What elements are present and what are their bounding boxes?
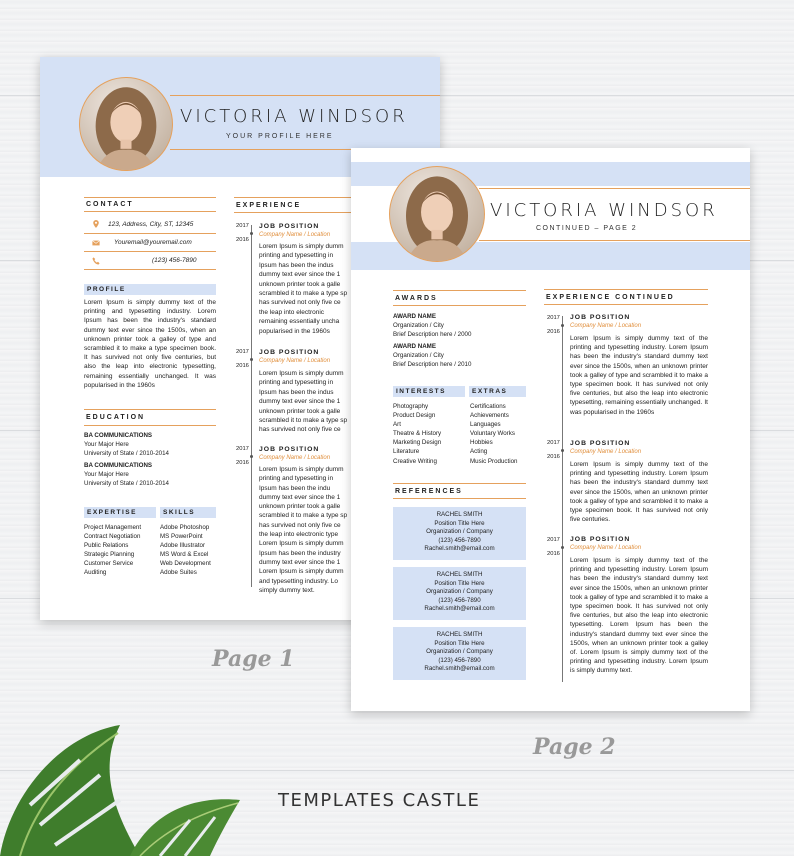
expertise-item: Customer Service [84, 560, 134, 568]
job-line: has survived not only five ce [259, 299, 341, 307]
reference-card [393, 507, 526, 560]
interests-heading: INTERESTS [393, 386, 465, 397]
job-title: JOB POSITION [259, 446, 320, 453]
job-line: dummy text ever since the 1 [259, 398, 341, 406]
skill-item: Adobe Suites [160, 569, 197, 577]
job-description: Lorem Ipsum is simply dummy text of the printing and typesetting industry. Lorem Ipsum has been the industry's standard dummy text ever since the 1500s, when an unknown printer took a galley of type and scrambled it to make a type specimen book. It has survived not only five centuries. [570, 461, 708, 524]
skill-item: MS PowerPoint [160, 533, 203, 541]
extra-item: Languages [470, 421, 501, 429]
extra-item: Music Production [470, 457, 518, 465]
education-list [84, 431, 216, 489]
expertise-item: Project Management [84, 524, 142, 531]
education-school: University of State / 2010-2014 [84, 450, 169, 458]
award-name: AWARD NAME [393, 343, 436, 351]
job-line: Lorem Ipsum is simply dumm [259, 540, 344, 548]
job-line: Lorem Ipsum is simply dumm [259, 243, 344, 250]
portrait-icon [80, 78, 172, 170]
extra-item: Acting [470, 448, 488, 456]
expertise-item: Strategic Planning [84, 551, 135, 559]
timeline-line [251, 225, 252, 587]
profile-photo [389, 166, 485, 262]
profile-text: Lorem Ipsum is simply dummy text of the printing and typesetting industry. Lorem Ipsum has been the industry's standard dummy text ever since the 1500s, when an unknown printer took a galley of type and scrambled it to make a type specimen book. It has survived not only five centuries, but also the leap into electronic typesetting, remaining essentially unchanged. It was popularised in the 1960s [84, 299, 216, 389]
job-end-year: 2016 [236, 460, 249, 466]
extra-item: Achievements [470, 412, 509, 420]
timeline-dot [250, 358, 253, 361]
job-line: scrambled it to make a type sp [259, 417, 348, 425]
skill-item: Adobe Photoshop [160, 524, 210, 531]
profile-photo [79, 77, 173, 171]
job-line: unknown printer took a galle [259, 280, 341, 288]
brand-name: TEMPLATES CASTLE [278, 790, 481, 811]
job-line: and typesetting industry. Lo [259, 577, 339, 585]
interest-item: Theatre & History [393, 430, 442, 438]
education-major: Your Major Here [84, 441, 129, 449]
job-end-year: 2016 [236, 363, 249, 369]
job-line: the leap into electronic [259, 308, 325, 316]
job-line: printing and typesetting in [259, 252, 334, 260]
extra-item: Hobbies [470, 439, 493, 447]
resume-subtitle: CONTINUED – PAGE 2 [536, 225, 638, 232]
award-org: Organization / City [393, 322, 444, 330]
experience-heading: EXPERIENCE [236, 202, 302, 209]
contact-email[interactable]: Youremail@youremail.com [114, 239, 192, 246]
job-line: Lorem Ipsum is simply dumm [259, 466, 344, 473]
reference-email[interactable]: Rachel.smith@email.com [424, 605, 495, 612]
skill-item: Web Development [160, 560, 211, 568]
resume-subtitle: YOUR PROFILE HERE [226, 133, 334, 140]
job-title: JOB POSITION [259, 223, 320, 230]
job-start-year: 2017 [236, 446, 249, 452]
page-2-caption: Page 2 [533, 734, 616, 760]
resume-name: VICTORIA WINDSOR [490, 200, 718, 221]
award-desc: Brief Description here / 2010 [393, 361, 472, 369]
expertise-item: Public Relations [84, 542, 129, 550]
skills-list [160, 523, 220, 578]
education-degree: BA COMMUNICATIONS [84, 462, 153, 470]
job-start-year: 2017 [236, 349, 249, 355]
job-line: Ipsum has been the industry [259, 549, 341, 557]
reference-position: Position Title Here [434, 519, 485, 527]
job-line: popularised in the 1960s [259, 327, 330, 335]
job-company: Company Name / Location [570, 323, 642, 329]
job-line: scrambled it to make a type sp [259, 290, 348, 298]
award-org: Organization / City [393, 352, 444, 360]
profile-heading: PROFILE [84, 284, 216, 295]
job-line: dummy text ever since the 1 [259, 558, 341, 566]
experience-continued-heading: EXPERIENCE CONTINUED [546, 294, 675, 301]
reference-card [393, 627, 526, 680]
job-company: Company Name / Location [570, 449, 642, 455]
reference-position: Position Title Here [434, 579, 485, 587]
job-end-year: 2016 [547, 329, 560, 335]
timeline-dot [561, 449, 564, 452]
job-line: simply dummy text. [259, 586, 315, 594]
job-title: JOB POSITION [570, 314, 631, 321]
expertise-item: Contract Negotiation [84, 533, 141, 541]
job-title: JOB POSITION [259, 349, 320, 356]
expertise-heading: EXPERTISE [84, 507, 156, 518]
job-line: dummy text ever since the 1 [259, 271, 341, 279]
page-1-caption: Page 1 [212, 646, 295, 672]
job-line: the leap into electronic type [259, 531, 339, 539]
monstera-leaf-icon [0, 705, 260, 856]
extras-heading: EXTRAS [469, 386, 526, 397]
job-title: JOB POSITION [570, 536, 631, 543]
job-line: Ipsum has been the indu [259, 484, 331, 492]
job-line: Ipsum has been the indus [259, 388, 334, 396]
interest-item: Product Design [393, 412, 436, 420]
interest-item: Art [393, 421, 401, 429]
reference-org: Organization / Company [426, 588, 493, 595]
resume-page-2 [351, 148, 750, 711]
job-start-year: 2017 [236, 223, 249, 229]
reference-org: Organization / Company [426, 648, 493, 655]
job-company: Company Name / Location [259, 455, 331, 461]
extra-item: Voluntary Works [470, 430, 515, 438]
job-line: unknown printer took a galle [259, 503, 341, 511]
job-description: Lorem Ipsum is simply dummy text of the printing and typesetting industry. Lorem Ipsum has been the industry's standard dummy text ever since the 1500s, when an unknown printer took a galley of type and scrambled it to make a type specimen book. It has survived not only five centuries, but also the leap into electronic typesetting, remaining essentially unchanged. It was popularised in the 1960s [570, 335, 708, 416]
reference-card [393, 567, 526, 620]
timeline-line [562, 316, 563, 682]
envelope-icon [92, 239, 100, 247]
reference-phone: (123) 456-7890 [438, 596, 481, 604]
job-end-year: 2016 [236, 237, 249, 243]
references-heading: REFERENCES [395, 488, 463, 495]
job-start-year: 2017 [547, 315, 560, 321]
job-line: has survived not only five ce [259, 521, 341, 529]
job-end-year: 2016 [547, 551, 560, 557]
expertise-list [84, 523, 160, 578]
job-line: scrambled it to make a type sp [259, 512, 348, 520]
job-line: Lorem Ipsum is simply dumm [259, 568, 344, 576]
contact-address: 123, Address, City, ST, 12345 [108, 221, 194, 228]
interests-list [393, 402, 469, 466]
job-line: dummy text ever since the 1 [259, 493, 341, 501]
job-line: Ipsum has been the indus [259, 261, 334, 269]
job-end-year: 2016 [547, 454, 560, 460]
awards-list [393, 312, 526, 370]
job-company: Company Name / Location [570, 545, 642, 551]
job-line: has survived not only five ce [259, 426, 341, 434]
education-major: Your Major Here [84, 471, 129, 479]
skill-item: Adobe Illustrator [160, 542, 206, 550]
award-desc: Brief Description here / 2000 [393, 331, 472, 339]
reference-phone: (123) 456-7890 [438, 656, 481, 664]
skills-heading: SKILLS [160, 507, 216, 518]
job-start-year: 2017 [547, 440, 560, 446]
education-degree: BA COMMUNICATIONS [84, 432, 153, 439]
reference-name: RACHEL SMITH [436, 631, 483, 638]
interest-item: Literature [393, 448, 420, 456]
education-school: University of State / 2010-2014 [84, 480, 169, 488]
timeline-dot [250, 232, 253, 235]
extras-list [470, 402, 530, 466]
expertise-item: Auditing [84, 569, 107, 577]
portrait-icon [390, 167, 484, 261]
job-company: Company Name / Location [259, 232, 331, 238]
contact-heading: CONTACT [86, 201, 134, 208]
location-pin-icon [92, 220, 100, 228]
resume-name: VICTORIA WINDSOR [180, 106, 408, 127]
timeline-dot [561, 546, 564, 549]
job-title: JOB POSITION [570, 440, 631, 447]
reference-phone: (123) 456-7890 [438, 536, 481, 544]
skill-item: MS Word & Excel [160, 551, 209, 559]
reference-name: RACHEL SMITH [436, 571, 483, 578]
phone-icon [92, 257, 100, 265]
reference-name: RACHEL SMITH [436, 511, 483, 518]
interest-item: Creative Writing [393, 457, 437, 465]
job-line: remaining essentially uncha [259, 318, 340, 326]
extra-item: Certifications [470, 403, 506, 410]
awards-heading: AWARDS [395, 295, 438, 302]
job-line: printing and typesetting in [259, 475, 334, 483]
job-company: Company Name / Location [259, 358, 331, 364]
job-start-year: 2017 [547, 537, 560, 543]
job-description: Lorem Ipsum is simply dummy text of the printing and typesetting industry. Lorem Ipsum has been the industry's standard dummy text ever since the 1500s, when an unknown printer took a galley of type and scrambled it to make a type specimen book. It has survived not only five centuries, but also the leap into electronic typesetting. Lorem Ipsum has been the industry's standard dummy text ever since the 1500s, when an unknown printer took a galley of. Lorem Ipsum is simply dummy text of the printing and typesetting industry. Lorem Ipsum is simply dummy text. [570, 557, 708, 675]
job-line: unknown printer took a galle [259, 407, 341, 415]
reference-email[interactable]: Rachel.smith@email.com [424, 545, 495, 552]
reference-org: Organization / Company [426, 528, 493, 535]
job-line: printing and typesetting in [259, 379, 334, 387]
timeline-dot [250, 455, 253, 458]
reference-position: Position Title Here [434, 639, 485, 647]
award-name: AWARD NAME [393, 313, 436, 320]
education-heading: EDUCATION [86, 414, 146, 421]
timeline-dot [561, 324, 564, 327]
contact-phone: (123) 456-7890 [152, 257, 197, 264]
job-line: Lorem Ipsum is simply dumm [259, 370, 344, 377]
interest-item: Marketing Design [393, 439, 442, 447]
interest-item: Photography [393, 403, 429, 410]
reference-email[interactable]: Rachel.smith@email.com [424, 665, 495, 672]
